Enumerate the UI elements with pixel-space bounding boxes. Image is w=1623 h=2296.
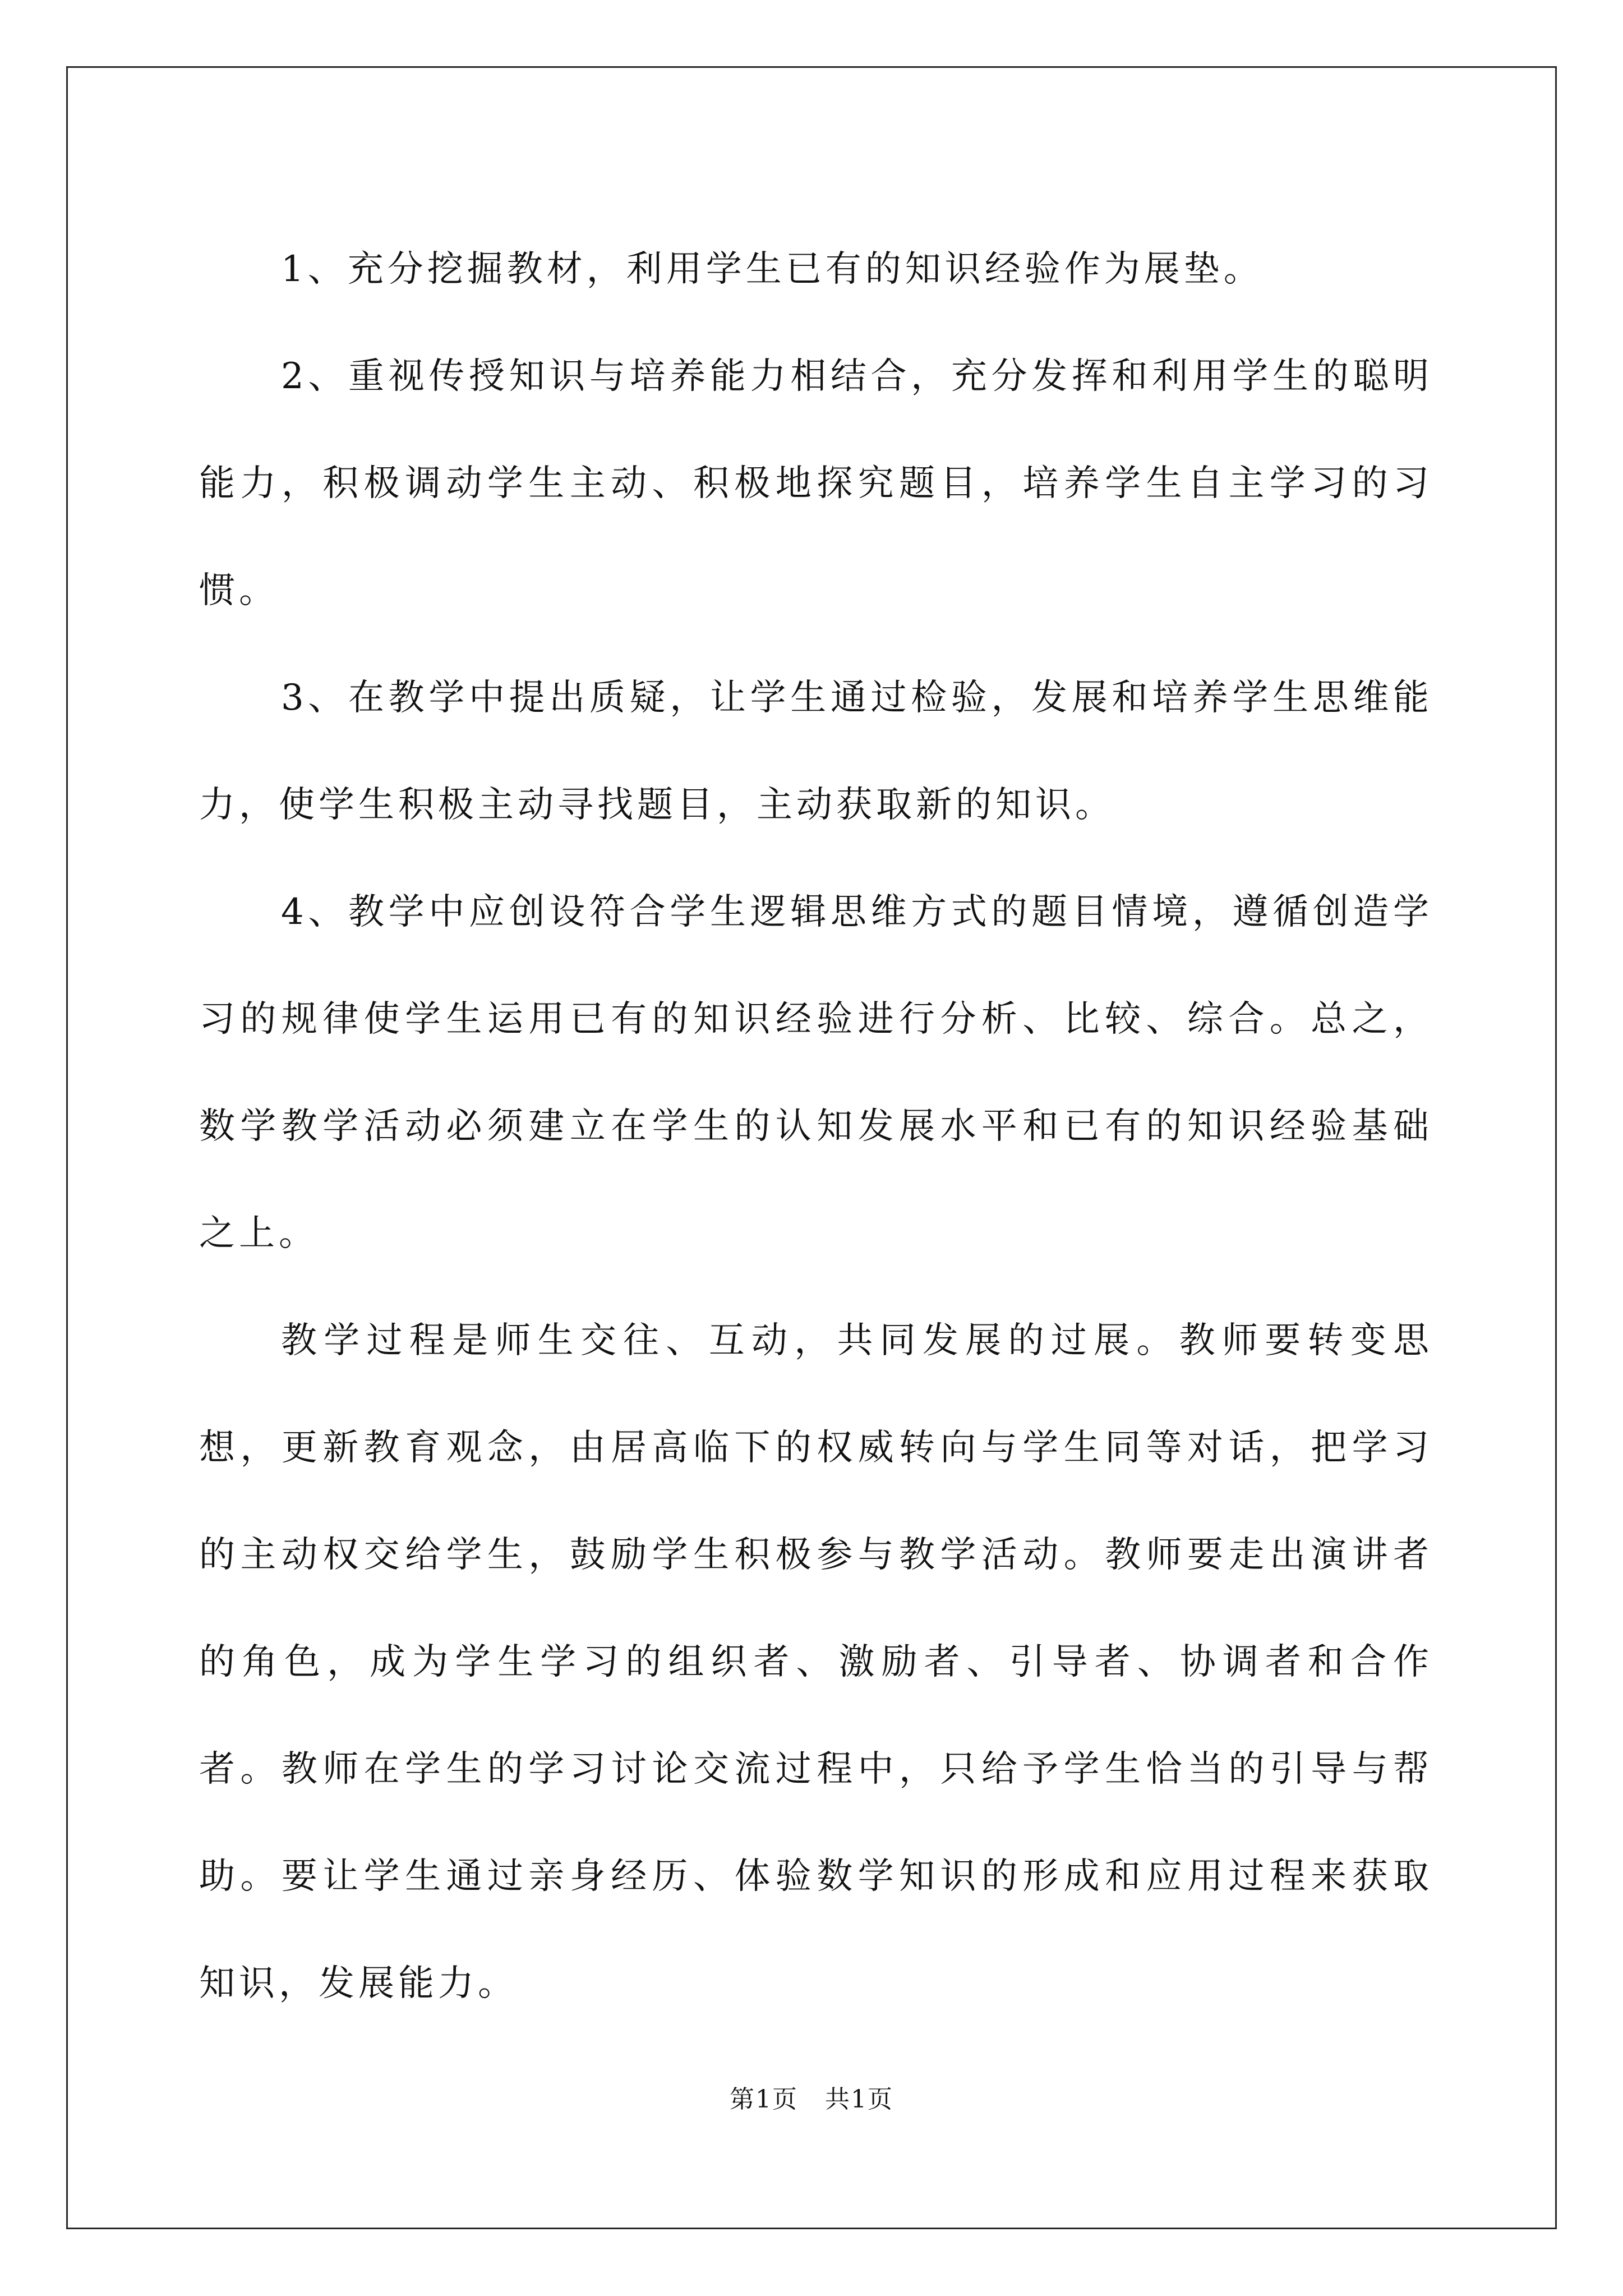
paragraph-3: 3、在教学中提出质疑，让学生通过检验，发展和培养学生思维能力，使学生积极主动寻找题目，主动获取新的知识。 <box>199 677 1433 826</box>
paragraph-4: 4、教学中应创设符合学生逻辑思维方式的题目情境，遵循创造学习的规律使学生运用已有的知识经验进行分析、比较、综合。总之，数学教学活动必须建立在学生的认知发展水平和已有的知识经验基础之上。 <box>199 891 1433 1254</box>
paragraph-1: 1、充分挖掘教材，利用学生已有的知识经验作为展垫。 <box>281 249 1264 290</box>
document-body <box>199 216 1433 2037</box>
paragraph-2: 2、重视传授知识与培养能力相结合，充分发挥和利用学生的聪明能力，积极调动学生主动、积极地探究题目，培养学生自主学习的习惯。 <box>199 356 1433 611</box>
page-number-footer: 第1页 共1页 <box>730 2085 893 2114</box>
paragraph-5: 教学过程是师生交往、互动，共同发展的过展。教师要转变思想，更新教育观念，由居高临下的权威转向与学生同等对话，把学习的主动权交给学生，鼓励学生积极参与教学活动。教师要走出演讲者的角色，成为学生学习的组织者、激励者、引导者、协调者和合作者。教师在学生的学习讨论交流过程中，只给予学生恰当的引导与帮助。要让学生通过亲身经历、体验数学知识的形成和应用过程来获取知识，发展能力。 <box>199 1320 1433 2004</box>
